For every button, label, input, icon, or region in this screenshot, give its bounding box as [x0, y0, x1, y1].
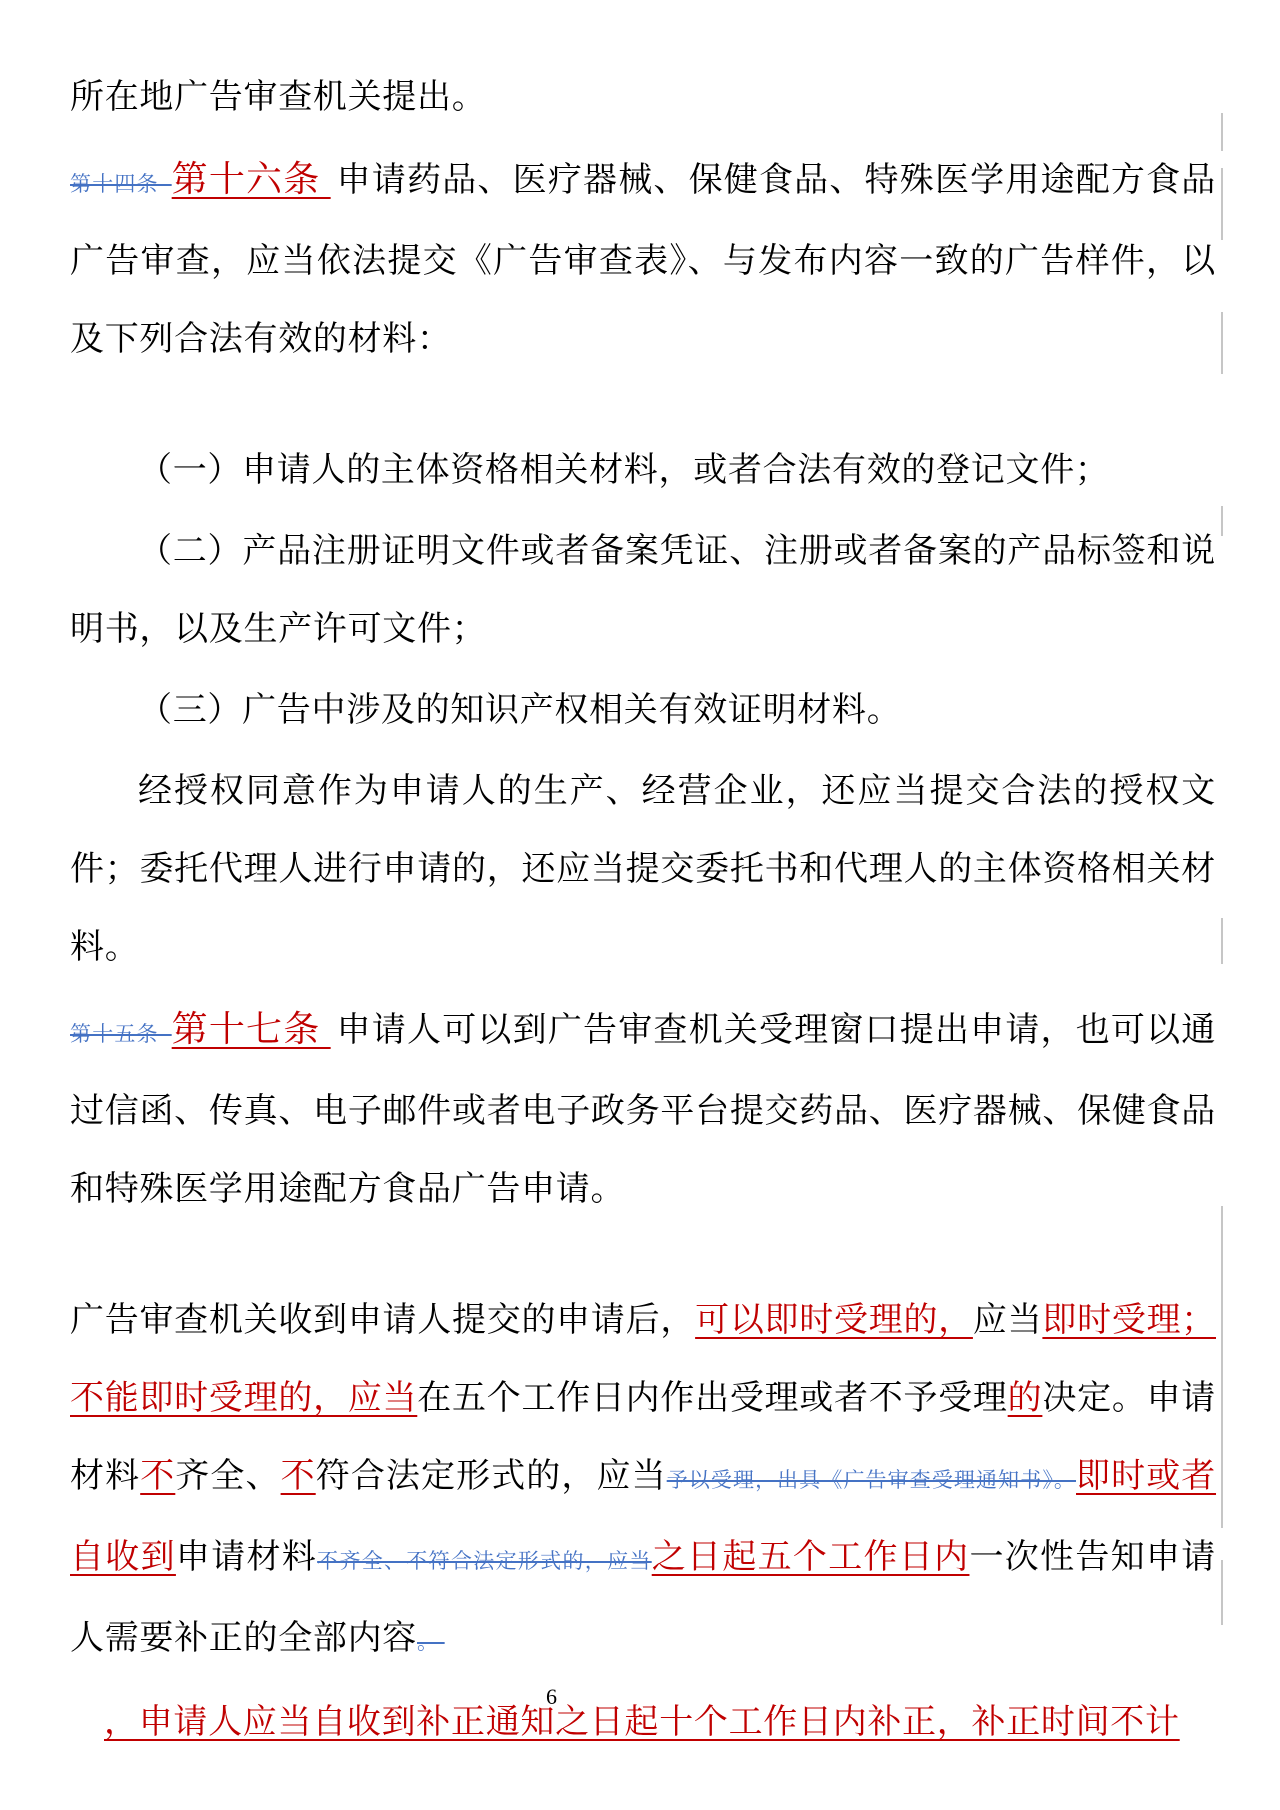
change-bar — [1221, 1206, 1223, 1528]
body-text: 齐全、 — [175, 1458, 281, 1495]
body-text: 所在地广告审查机关提出。 — [70, 79, 487, 116]
body-text: （二）产品注册证明文件或者备案凭证、注册或者备案的产品标签和说明书，以及生产许可文件； — [70, 533, 1216, 648]
paragraph — [70, 140, 1216, 379]
change-bar — [1221, 1560, 1223, 1625]
inserted-text: 不 — [280, 1458, 316, 1495]
paragraph — [70, 513, 1216, 669]
deleted-text: 予以受理，出具《广告审查受理通知书》。 — [666, 1468, 1077, 1492]
page-number: 6 — [546, 1684, 557, 1709]
body-text: （一）申请人的主体资格相关材料，或者合法有效的登记文件； — [138, 452, 1110, 489]
body-text: 申请药品、医疗器械、保健食品、特殊医学用途配方食品广告审查，应当依法提交《广告审查表》、与发布内容一致的广告样件，以及下列合法有效的材料： — [70, 162, 1217, 358]
deleted-text: 不齐全、不符合法定形式的，应当 — [317, 1549, 652, 1573]
change-bar — [1221, 113, 1223, 151]
paragraph — [70, 672, 1216, 750]
inserted-article-number: 第十七条 — [171, 1009, 331, 1049]
change-bar — [1221, 506, 1223, 536]
body-text: 申请人可以到广告审查机关受理窗口提出申请，也可以通过信函、传真、电子邮件或者电子政务平台提交药品、医疗器械、保健食品和特殊医学用途配方食品广告申请。 — [70, 1012, 1217, 1208]
body-text: 符合法定形式的，应当 — [315, 1458, 667, 1495]
paragraph — [70, 432, 1216, 510]
paragraph — [70, 1282, 1216, 1681]
change-bar — [1221, 918, 1223, 964]
paragraph — [70, 753, 1216, 987]
inserted-text: 可以即时受理的， — [695, 1302, 973, 1339]
body-text: 申请材料 — [175, 1539, 318, 1576]
body-text: 决定。申请材料 — [70, 1380, 1217, 1495]
body-text: 一次性告知申请人需要补正的全部内容 — [70, 1539, 1216, 1657]
body-text: 经授权同意作为申请人的生产、经营企业，还应当提交合法的授权文件；委托代理人进行申请的，还应当提交委托书和代理人的主体资格相关材料。 — [70, 773, 1216, 966]
change-bar — [1221, 312, 1223, 374]
inserted-text: 之日起五个工作日内 — [651, 1539, 970, 1576]
document-body — [70, 56, 1216, 1765]
inserted-article-number: 第十六条 — [171, 159, 331, 199]
paragraph — [70, 1684, 1216, 1762]
deleted-text: 第十五条 — [70, 1022, 172, 1046]
body-text: 应当 — [972, 1302, 1043, 1339]
inserted-text: 即时受理；不能即时受理的，应当 — [70, 1302, 1216, 1417]
inserted-text: 即时或者自收到 — [70, 1458, 1217, 1576]
body-text: （三）广告中涉及的知识产权相关有效证明材料。 — [138, 692, 902, 729]
body-text: 广告审查机关收到申请人提交的申请后， — [70, 1302, 696, 1339]
paragraph — [70, 990, 1216, 1229]
inserted-text: 不 — [140, 1458, 176, 1495]
deleted-text: 第十四条 — [70, 172, 172, 196]
deleted-text: 。 — [417, 1630, 445, 1654]
inserted-text: ，申请人应当自收到补正通知之日起十个工作日内补正，补正时间不计 — [104, 1704, 1180, 1741]
inserted-text: 的 — [1007, 1380, 1043, 1417]
change-bar — [1221, 168, 1223, 240]
paragraph — [70, 59, 1216, 137]
body-text: 在五个工作日内作出受理或者不予受理 — [417, 1380, 1008, 1417]
